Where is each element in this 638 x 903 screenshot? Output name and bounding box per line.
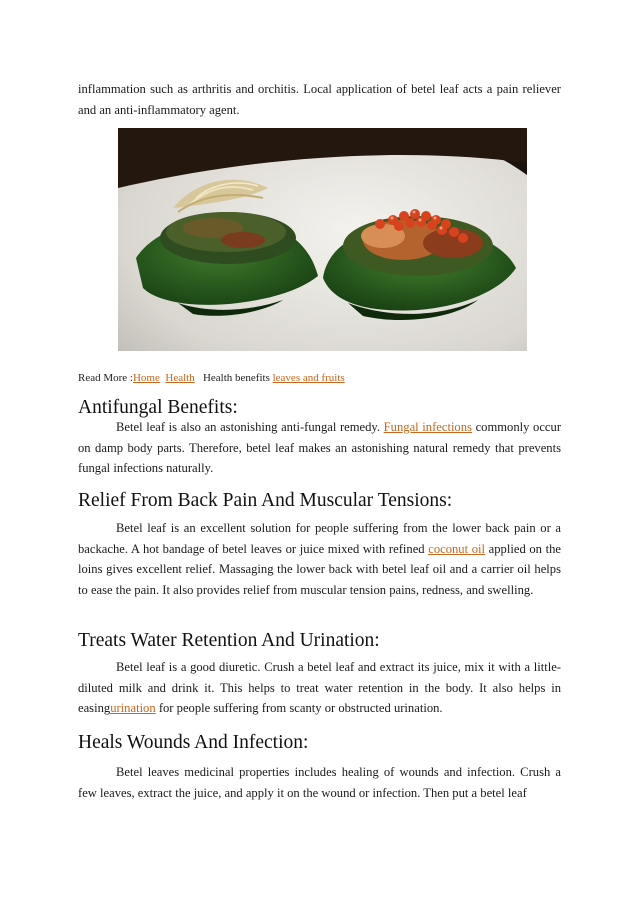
coconut-oil-link[interactable]: coconut oil xyxy=(428,541,486,556)
fungal-infections-link[interactable]: Fungal infections xyxy=(383,420,472,434)
food-photo-icon xyxy=(118,128,527,351)
paragraph-antifungal: Betel leaf is also an astonishing anti-fungal remedy. Fungal infections commonly occur on damp body parts. Therefore, betel leaf makes an astonishing natural remedy that prevents fungal infections naturally. xyxy=(78,420,562,475)
health-link[interactable]: Health xyxy=(165,372,195,384)
heading-back-pain: Relief From Back Pain And Muscular Tensions: xyxy=(78,490,453,511)
heading-antifungal: Antifungal Benefits: xyxy=(78,397,238,418)
paragraph-back-pain: Betel leaf is an excellent solution for people suffering from the lower back pain or a backache. A hot bandage of betel leaves or juice mixed with refined coconut oil applied on the loins gives excellent relief. Massaging the lower back with betel leaf oil and a carrier oil helps to ease the pain. It also provides relief from muscular tension pains, redness, and swelling. xyxy=(78,521,561,597)
heading-water-retention: Treats Water Retention And Urination: xyxy=(78,630,380,651)
health-benefits-text: Health benefits xyxy=(202,372,270,384)
heading-wounds: Heals Wounds And Infection: xyxy=(78,732,309,753)
urination-link[interactable]: urination xyxy=(110,701,156,715)
paragraph-wounds: Betel leaves medicinal properties includes healing of wounds and infection. Crush a few leaves, extract the juice, and apply it on the wound or infection. Then put a betel leaf xyxy=(78,765,561,800)
intro-paragraph: inflammation such as arthritis and orchitis. Local application of betel leaf acts a pain reliever and an anti-inflammatory agent. xyxy=(78,82,561,117)
read-more-line xyxy=(78,372,345,384)
read-more-label: Read More : xyxy=(78,372,133,384)
leaves-and-fruits-link[interactable]: leaves and fruits xyxy=(272,372,345,384)
betel-leaf-food-photo xyxy=(118,128,527,351)
home-link[interactable]: Home xyxy=(132,372,160,384)
paragraph-water-retention: Betel leaf is a good diuretic. Crush a betel leaf and extract its juice, mix it with a little-diluted milk and drink it. This helps to treat water retention in the body. It also helps in easingurination for people suffering from scanty or obstructed urination. xyxy=(78,660,561,715)
